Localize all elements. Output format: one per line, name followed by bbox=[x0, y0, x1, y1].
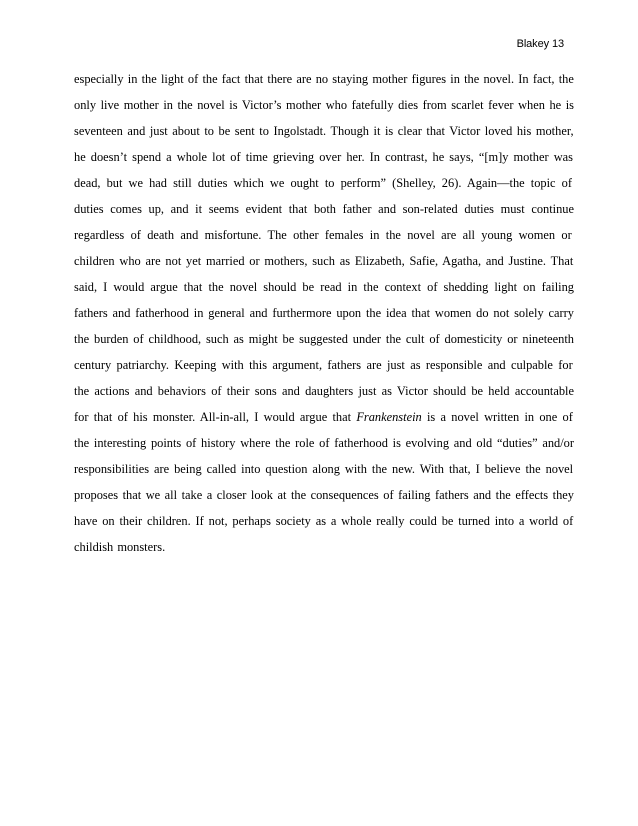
text-line: proposes that we all take a closer look at the consequences of failing fathers and the effects they bbox=[74, 488, 574, 502]
text-line: the interesting points of history where the role of fatherhood is evolving and old “duties” and/or bbox=[74, 436, 574, 450]
text-before-title: for that of his monster. All-in-all, I would argue that bbox=[74, 410, 357, 424]
text-line: responsibilities are being called into question along with the new. With that, I believe the novel bbox=[74, 462, 574, 476]
body-paragraph bbox=[74, 66, 574, 560]
text-line: children who are not yet married or mothers, such as Elizabeth, Safie, Agatha, and Justine. That bbox=[74, 254, 574, 268]
text-line: regardless of death and misfortune. The other females in the novel are all young women or bbox=[74, 228, 572, 242]
text-after-title: is a novel written in one of bbox=[421, 410, 573, 424]
text-line: dead, but we had still duties which we ought to perform” (Shelley, 26). Again—the topic of bbox=[74, 176, 572, 190]
text-line: only live mother in the novel is Victor’s mother who fatefully dies from scarlet fever when he is bbox=[74, 98, 574, 112]
text-line: seventeen and just about to be sent to Ingolstadt. Though it is clear that Victor loved his mother, bbox=[74, 124, 574, 138]
text-line: have on their children. If not, perhaps society as a whole really could be turned into a world of bbox=[74, 514, 574, 528]
text-line: said, I would argue that the novel should be read in the context of shedding light on failing bbox=[74, 280, 574, 294]
text-line: he doesn’t spend a whole lot of time grieving over her. In contrast, he says, “[m]y mother was bbox=[74, 150, 573, 164]
text-line: the actions and behaviors of their sons and daughters just as Victor should be held accountable bbox=[74, 384, 574, 398]
book-title-frankenstein: Frankenstein bbox=[356, 410, 422, 424]
text-line-last: childish monsters. bbox=[74, 540, 166, 554]
text-line: fathers and fatherhood in general and furthermore upon the idea that women do not solely carry bbox=[74, 306, 574, 320]
text-line: the burden of childhood, such as might be suggested under the cult of domesticity or nineteenth bbox=[74, 332, 574, 346]
text-line: century patriarchy. Keeping with this argument, fathers are just as responsible and culpable for bbox=[74, 358, 573, 372]
text-line: especially in the light of the fact that there are no staying mother figures in the novel. In fact, the bbox=[74, 72, 574, 86]
text-line-with-title bbox=[74, 404, 574, 430]
text-line: duties comes up, and it seems evident that both father and son-related duties must continue bbox=[74, 202, 574, 216]
running-head: Blakey 13 bbox=[516, 38, 564, 50]
